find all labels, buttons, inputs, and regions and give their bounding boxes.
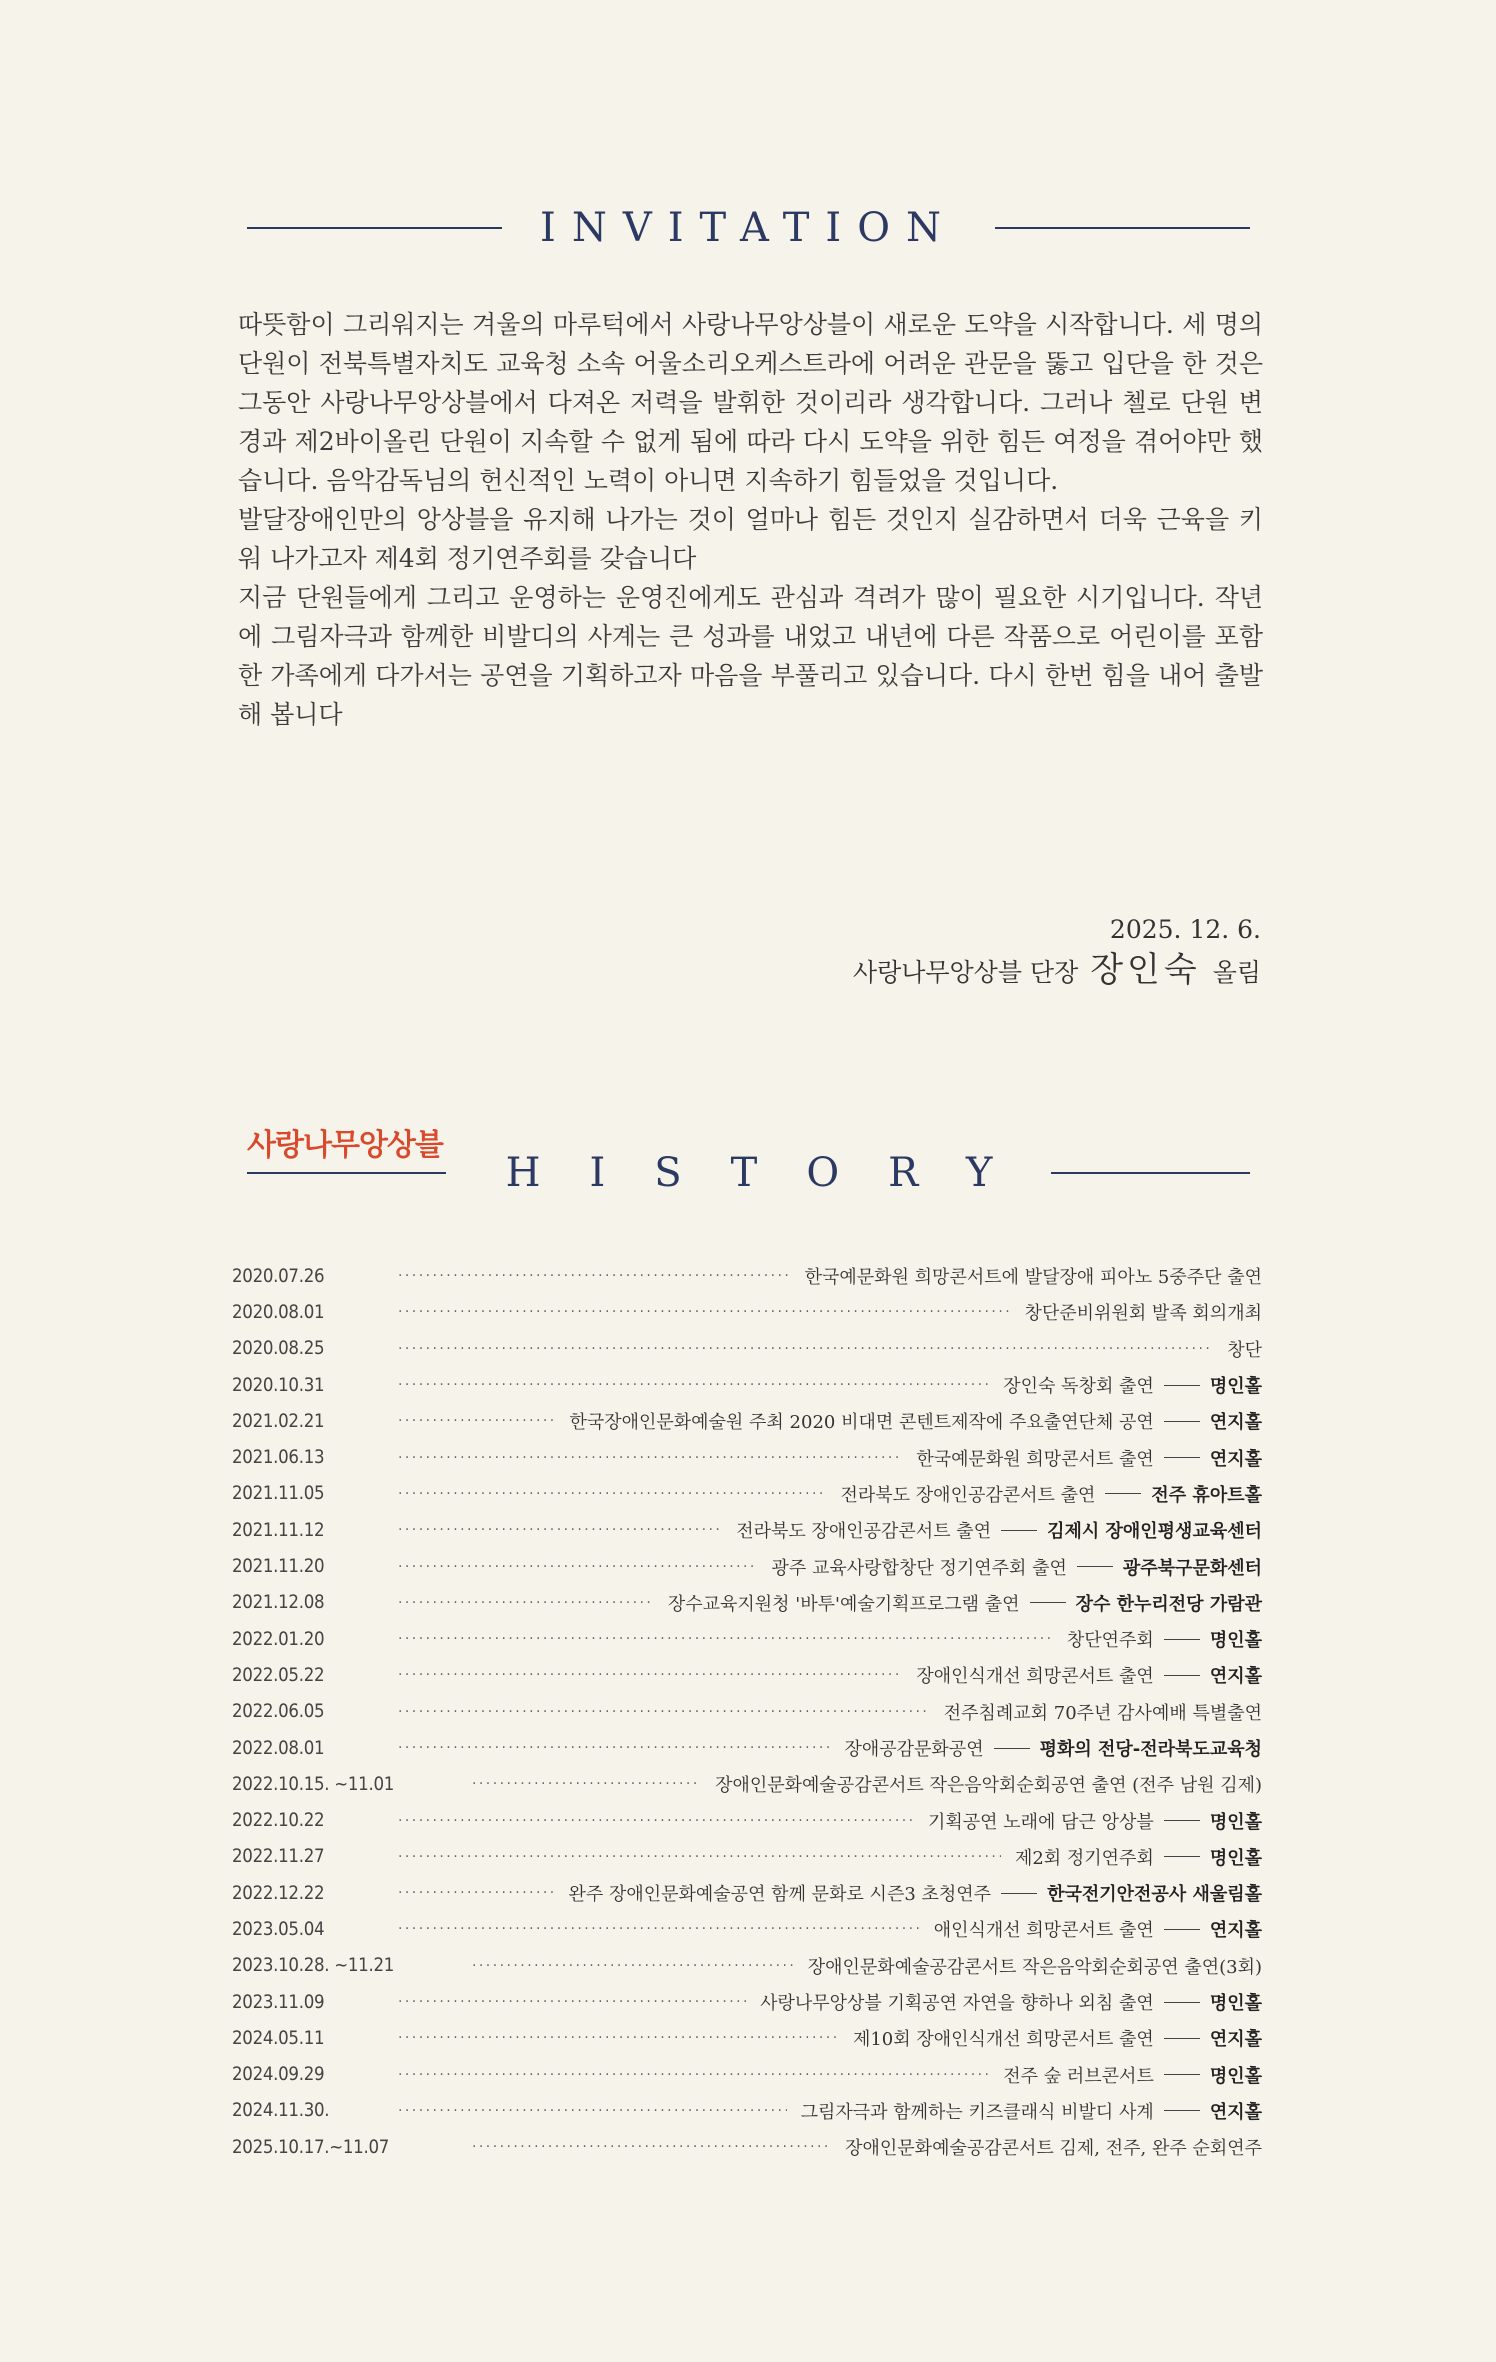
- history-date: 2024.09.29: [232, 2064, 325, 2086]
- history-date: 2020.08.25: [232, 1338, 325, 1360]
- leader-dots: [472, 2139, 831, 2155]
- history-list: [232, 1258, 1262, 2165]
- history-event: 광주 교육사랑합창단 정기연주회 출연: [771, 1557, 1067, 1579]
- leader-dots: [398, 1522, 722, 1538]
- history-date: 2022.12.22: [232, 1882, 325, 1904]
- history-event: 장수교육지원청 '바투'예술기획프로그램 출연: [667, 1593, 1020, 1615]
- leader-dots: [398, 1595, 654, 1611]
- history-venue: 전주 휴아트홀: [1151, 1484, 1262, 1506]
- history-date: 2025.10.17.~11.07: [232, 2136, 390, 2158]
- history-row: [232, 1766, 1262, 1802]
- leader-dots: [398, 1631, 1053, 1647]
- history-event: 창단: [1227, 1339, 1262, 1361]
- venue-dash: [1164, 1929, 1200, 1930]
- history-venue: 김제시 장애인평생교육센터: [1047, 1521, 1262, 1543]
- venue-dash: [1077, 1566, 1113, 1567]
- history-event: 한국예문화원 희망콘서트에 발달장애 피아노 5중주단 출연: [804, 1267, 1262, 1289]
- history-date: 2023.11.09: [232, 1991, 325, 2013]
- history-event: 제2회 정기연주회: [1014, 1847, 1154, 1869]
- history-event: 한국예문화원 희망콘서트 출연: [916, 1448, 1154, 1470]
- venue-dash: [1105, 1493, 1141, 1494]
- history-row: [232, 1911, 1262, 1947]
- history-date: 2021.12.08: [232, 1592, 325, 1614]
- history-date: 2021.11.05: [232, 1483, 325, 1505]
- heading-rule-left: [247, 227, 502, 229]
- history-event: 장애인문화예술공감콘서트 작은음악회순회공연 출연(3회): [807, 1956, 1262, 1978]
- history-venue: 평화의 전당-전라북도교육청: [1039, 1739, 1262, 1760]
- history-venue: 한국전기안전공사 새울림홀: [1047, 1884, 1262, 1906]
- history-venue: 연지홀: [1209, 1412, 1262, 1434]
- history-row: [232, 1948, 1262, 1984]
- leader-dots: [398, 1740, 830, 1756]
- history-event: 완주 장애인문화예술공연 함께 문화로 시즌3 초청연주: [568, 1884, 992, 1906]
- venue-dash: [1164, 2074, 1200, 2075]
- history-date: 2022.01.20: [232, 1628, 325, 1650]
- heading-rule-left: [247, 1172, 446, 1174]
- leader-dots: [398, 1994, 746, 2010]
- history-date: 2023.05.04: [232, 1918, 325, 1940]
- heading-rule-right: [995, 227, 1250, 229]
- leader-dots: [398, 1304, 1011, 1320]
- history-row: [232, 1839, 1262, 1875]
- leader-dots: [398, 1268, 791, 1284]
- history-venue: 명인홀: [1209, 1993, 1262, 2015]
- invitation-title: INVITATION: [540, 205, 957, 251]
- leader-dots: [398, 1704, 930, 1720]
- history-row: [232, 2020, 1262, 2056]
- history-date: 2022.05.22: [232, 1664, 325, 1686]
- venue-dash: [1164, 1457, 1200, 1458]
- history-date: 2021.11.20: [232, 1556, 325, 1578]
- history-date: 2021.06.13: [232, 1447, 325, 1469]
- history-row: [232, 1367, 1262, 1403]
- letter-paragraph: 지금 단원들에게 그리고 운영하는 운영진에게도 관심과 격려가 많이 필요한 시기입니다. 작년에 그림자극과 함께한 비발디의 사계는 큰 성과를 내었고 내년에 다른 작품으로 어린이를 포함한 가족에게 다가서는 공연을 기획하고자 마음을 부풀리고 있습니다. 다시 한번 힘을 내어 출발해 봅니다: [238, 583, 1263, 729]
- leader-dots: [398, 1849, 1001, 1865]
- signature-name: 장인숙: [1090, 950, 1201, 990]
- leader-dots: [398, 1486, 827, 1502]
- leader-dots: [398, 1667, 902, 1683]
- history-date: 2020.07.26: [232, 1265, 325, 1287]
- leader-dots: [398, 1377, 989, 1393]
- history-venue: 연지홀: [1209, 2029, 1262, 2051]
- brand-logo: 사랑나무앙상블: [247, 1128, 443, 1163]
- history-date: 2024.11.30.: [232, 2100, 330, 2122]
- venue-dash: [1164, 1421, 1200, 1422]
- history-row: [232, 1657, 1262, 1693]
- history-venue: 장수 한누리전당 가람관: [1075, 1593, 1262, 1615]
- leader-dots: [398, 1921, 920, 1937]
- history-event: 장애인문화예술공감콘서트 작은음악회순회공연 출연 (전주 남원 김제): [715, 1775, 1262, 1797]
- history-venue: 명인홀: [1209, 2065, 1262, 2087]
- leader-dots: [398, 1341, 1213, 1357]
- leader-dots: [398, 2103, 787, 2119]
- history-event: 그림자극과 함께하는 키즈클래식 비발디 사계: [800, 2101, 1154, 2123]
- leader-dots: [398, 1885, 554, 1901]
- venue-dash: [994, 1748, 1030, 1749]
- history-date: 2022.08.01: [232, 1737, 325, 1759]
- history-row: [232, 1439, 1262, 1475]
- history-event: 전주침례교회 70주년 감사예배 특별출연: [943, 1702, 1262, 1724]
- history-event: 사랑나무앙상블 기획공연 자연을 향하나 외침 출연: [760, 1993, 1154, 2015]
- history-date: 2022.06.05: [232, 1701, 325, 1723]
- signature-line: [853, 950, 1261, 993]
- history-row: [232, 1331, 1262, 1367]
- history-venue: 명인홀: [1209, 1630, 1262, 1652]
- history-event: 창단준비위원회 발족 회의개최: [1024, 1303, 1262, 1325]
- venue-dash: [1001, 1530, 1037, 1531]
- history-date: 2021.02.21: [232, 1410, 325, 1432]
- history-venue: 연지홀: [1209, 1920, 1262, 1942]
- leader-dots: [472, 1958, 794, 1974]
- history-event: 장인숙 독창회 출연: [1003, 1376, 1154, 1398]
- history-event: 장애인식개선 희망콘서트 출연: [916, 1666, 1154, 1688]
- history-row: [232, 1258, 1262, 1294]
- history-row: [232, 1694, 1262, 1730]
- history-date: 2023.10.28. ~11.21: [232, 1955, 395, 1977]
- invitation-heading: [247, 205, 1250, 251]
- leader-dots: [398, 1450, 902, 1466]
- history-event: 제10회 장애인식개선 희망콘서트 출연: [852, 2029, 1154, 2051]
- leader-dots: [398, 2030, 839, 2046]
- letter-paragraph: 발달장애인만의 앙상블을 유지해 나가는 것이 얼마나 힘든 것인지 실감하면서 더욱 근육을 키워 나가고자 제4회 정기연주회를 갖습니다: [238, 505, 1263, 573]
- history-row: [232, 1294, 1262, 1330]
- history-date: 2021.11.12: [232, 1519, 325, 1541]
- history-venue: 연지홀: [1209, 2101, 1262, 2123]
- history-venue: 연지홀: [1209, 1666, 1262, 1688]
- invitation-letter: [238, 305, 1263, 734]
- venue-dash: [1030, 1602, 1066, 1603]
- history-event: 전라북도 장애인공감콘서트 출연: [736, 1521, 992, 1543]
- history-date: 2022.11.27: [232, 1846, 325, 1868]
- history-row: [232, 1621, 1262, 1657]
- history-date: 2022.10.22: [232, 1810, 325, 1832]
- history-event: 기획공연 노래에 담근 앙상블: [928, 1811, 1154, 1833]
- history-venue: 명인홀: [1209, 1847, 1262, 1869]
- venue-dash: [1164, 2002, 1200, 2003]
- history-event: 장애인문화예술공감콘서트 김제, 전주, 완주 순회연주: [845, 2138, 1262, 2160]
- history-row: [232, 1730, 1262, 1766]
- history-event: 전라북도 장애인공감콘서트 출연: [840, 1484, 1096, 1506]
- venue-dash: [1164, 2038, 1200, 2039]
- history-date: 2020.08.01: [232, 1301, 325, 1323]
- history-venue: 광주북구문화센터: [1122, 1557, 1262, 1579]
- history-venue: 연지홀: [1209, 1448, 1262, 1470]
- leader-dots: [398, 2067, 989, 2083]
- history-row: [232, 2129, 1262, 2165]
- leader-dots: [398, 1559, 758, 1575]
- venue-dash: [1164, 1639, 1200, 1640]
- history-event: 애인식개선 희망콘서트 출연: [933, 1920, 1154, 1942]
- history-row: [232, 1875, 1262, 1911]
- history-row: [232, 1403, 1262, 1439]
- letter-date: 2025. 12. 6.: [1109, 915, 1261, 944]
- history-row: [232, 2093, 1262, 2129]
- signature-title: 사랑나무앙상블 단장: [852, 958, 1079, 987]
- history-row: [232, 1476, 1262, 1512]
- venue-dash: [1164, 1856, 1200, 1857]
- venue-dash: [1164, 1385, 1200, 1386]
- history-date: 2022.10.15. ~11.01: [232, 1773, 395, 1795]
- heading-rule-right: [1051, 1172, 1250, 1174]
- history-date: 2024.05.11: [232, 2027, 325, 2049]
- history-event: 창단연주회: [1066, 1630, 1154, 1652]
- letter-paragraph: 따뜻함이 그리워지는 겨울의 마루턱에서 사랑나무앙상블이 새로운 도약을 시작합니다. 세 명의 단원이 전북특별자치도 교육청 소속 어울소리오케스트라에 어려운 관문을 뚫고 입단을 한 것은 그동안 사랑나무앙상블에서 다져온 저력을 발휘한 것이리라 생각합니다. 그러나 첼로 단원 변경과 제2바이올린 단원이 지속할 수 없게 됨에 따라 다시 도약을 위한 힘든 여정을 겪어야만 했습니다. 음악감독님의 헌신적인 노력이 아니면 지속하기 힘들었을 것입니다.: [238, 310, 1263, 495]
- history-row: [232, 1512, 1262, 1548]
- leader-dots: [398, 1813, 914, 1829]
- history-event: 장애공감문화공연: [844, 1739, 984, 1760]
- history-venue: 명인홀: [1209, 1811, 1262, 1833]
- venue-dash: [1001, 1893, 1037, 1894]
- history-date: 2020.10.31: [232, 1374, 325, 1396]
- signature-suffix: 올림: [1212, 958, 1261, 987]
- leader-dots: [398, 1413, 555, 1429]
- leader-dots: [472, 1776, 701, 1792]
- history-venue: 명인홀: [1209, 1376, 1262, 1398]
- venue-dash: [1164, 1820, 1200, 1821]
- history-heading: [247, 1150, 1250, 1196]
- history-title: HISTORY: [505, 1150, 1042, 1196]
- history-row: [232, 1548, 1262, 1584]
- history-row: [232, 1585, 1262, 1621]
- venue-dash: [1164, 2110, 1200, 2111]
- venue-dash: [1164, 1675, 1200, 1676]
- history-row: [232, 1984, 1262, 2020]
- history-event: 한국장애인문화예술원 주최 2020 비대면 콘텐트제작에 주요출연단체 공연: [569, 1412, 1154, 1434]
- history-event: 전주 숲 러브콘서트: [1003, 2065, 1154, 2087]
- signature-block: [853, 910, 1261, 993]
- history-row: [232, 2057, 1262, 2093]
- history-row: [232, 1802, 1262, 1838]
